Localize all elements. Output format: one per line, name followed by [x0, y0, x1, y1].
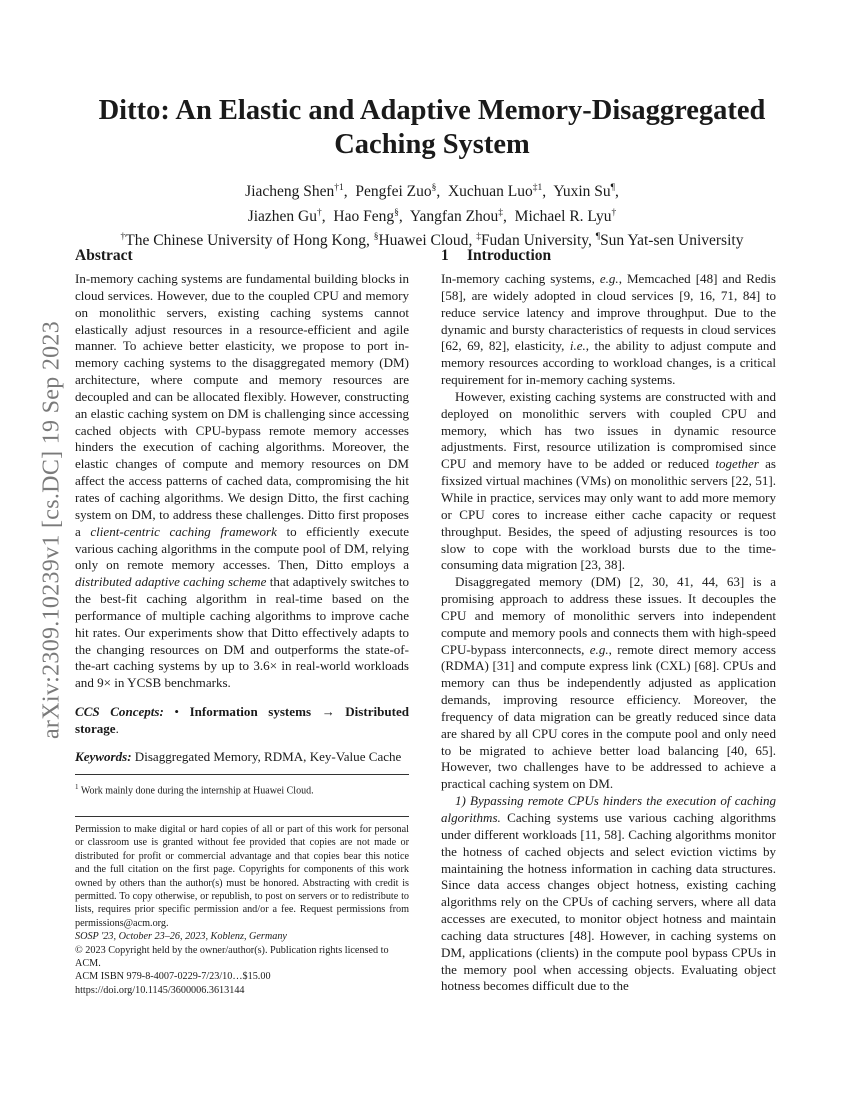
right-column [441, 247, 776, 995]
author-line-2: Jiazhen Gu†, Hao Feng§, Yangfan Zhou‡, Michael R. Lyu† [247, 207, 617, 225]
author-block [74, 178, 790, 252]
ccs-concepts: CCS Concepts: • Information systems → Distributed storage. [75, 704, 410, 736]
abstract-heading: Abstract [75, 247, 133, 264]
author: Pengfei Zuo [355, 183, 432, 201]
author: Yangfan Zhou [409, 207, 499, 225]
keywords: Keywords: Disaggregated Memory, RDMA, Key-Value Cache [75, 748, 402, 764]
copyright: © 2023 Copyright held by the owner/author(s). Publication rights licensed to ACM. [75, 944, 389, 970]
affiliation: Sun Yat-sen University [600, 232, 744, 250]
paper-title: Ditto: An Elastic and Adaptive Memory-Disaggregated Caching System [98, 95, 766, 160]
author: Jiacheng Shen [245, 183, 335, 201]
arxiv-identifier: arXiv:2309.10239v1 [cs.DC] 19 Sep 2023 [38, 320, 65, 740]
author: Hao Feng [333, 207, 395, 225]
abstract-text: In-memory caching systems are fundamental building blocks in cloud services. However, due to the coupled CPU and memory on monolithic servers, existing caching systems cannot elastically adjust resources in a resource-efficient and agile manner. To achieve better elasticity, we propose to port in-memory caching systems to the disaggregated memory (DM) architecture, where compute and memory resources are decoupled and can be allocated flexibly. However, constructing an elastic caching system on DM is challenging since accessing cached objects with CPU-bypass remote memory accesses hinders the execution of caching algorithms. Moreover, the elastic changes of compute and memory resources on DM affect the access patterns of cached data, compromising the hit rates of caching algorithms. We design Ditto, the first caching system on DM, to address these challenges. Ditto first proposes a client-centric caching framework to efficiently execute various caching algorithms in the compute pool of DM, relying only on remote memory accesses. Then, Ditto employs a distributed adaptive caching scheme that adaptively switches to the best-fit caching algorithm in real-time based on the performance of multiple caching algorithms to improve cache hit rates. Our experiments show that Ditto effectively adapts to the changing resources on DM and outperforms the state-of-the-art caching systems by up to 3.6× in real-world workloads and 9× in YCSB benchmarks. [75, 271, 409, 691]
affiliations: †The Chinese University of Hong Kong, §Huawei Cloud, ‡Fudan University, ¶Sun Yat-sen University [120, 232, 744, 250]
author: Jiazhen Gu [247, 207, 317, 225]
isbn: ACM ISBN 979-8-4007-0229-7/23/10…$15.00 [75, 971, 271, 983]
left-column [75, 247, 409, 997]
paragraph: In-memory caching systems, e.g., Memcached [48] and Redis [58], are widely adopted in cloud services [9, 16, 71, 84] to reduce service latency and improve throughput. Due to the dynamic and bursty characteristics of requests in cloud services [62, 69, 82], elasticity, i.e., the ability to adjust compute and memory resources according to workload changes, is a critical requirement for in-memory caching systems. [441, 271, 776, 388]
affiliation: Huawei Cloud [378, 232, 469, 250]
permission-block [75, 823, 409, 997]
paragraph: 1) Bypassing remote CPUs hinders the execution of caching algorithms. Caching systems use various caching algorithms under different workloads [11, 58]. Caching algorithms monitor the hotness of cached objects and select eviction victims by maintaining the hotness information in caching data structures. Since data access changes object hotness, existing caching algorithms rely on the CPUs of caching servers, where all data accesses are executed, to monitor object hotness and maintain caching data structures [48]. However, in caching systems on DM, applications (clients) in the compute pool bypass CPUs in the memory pool when accessing objects. Evaluating object hotness becomes difficult due to the [441, 793, 776, 994]
author: Yuxin Su [553, 183, 611, 201]
paragraph: Disaggregated memory (DM) [2, 30, 41, 44, 63] is a promising approach to address these issues. It decouples the CPU and memory of monolithic servers into independent compute and memory pools and connects them with high-speed CPU-bypass interconnects, e.g., remote direct memory access (RDMA) [31] and compute express link (CXL) [68]. CPUs and memory can thus be independently adjusted as application demands, improving resource efficiency. Moreover, the frequency of data migration can be greatly reduced since data are shared by all CPU cores in the compute pool and only need to be migrated to achieve better load balancing [40, 65]. However, two challenges have to be addressed to achieve a practical caching system on DM. [441, 574, 776, 792]
footnote: $^1$ Work mainly done during the internship at Huawei Cloud. [75, 782, 314, 796]
permission-text: Permission to make digital or hard copies of all or part of this work for personal or classroom use is granted without fee provided that copies are not made or distributed for profit or commercial advantage and that copies bear this notice and the full citation on the first page. Copyrights for components of this work owned by others than the author(s) must be honored. Abstracting with credit is permitted. To copy otherwise, or republish, to post on servers or to redistribute to lists, requires prior specific permission and/or a fee. Request permissions from permissions@acm.org. [75, 823, 409, 929]
affiliation: Fudan University [480, 232, 588, 250]
author-line-1: Jiacheng Shen$^{\dagger 1}$, Pengfei Zuo§, Xuchuan Luo$^{\ddagger 1}$, Yuxin Su¶, [245, 183, 619, 201]
author: Xuchuan Luo [447, 183, 533, 201]
permission-divider [75, 816, 409, 817]
venue: SOSP '23, October 23–26, 2023, Koblenz, Germany [75, 931, 287, 943]
author: Michael R. Lyu [514, 207, 612, 225]
doi-link[interactable]: https://doi.org/10.1145/3600006.3613144 [75, 984, 245, 996]
introduction-heading: 1 Introduction [441, 247, 552, 264]
footnote-divider [75, 774, 409, 775]
affiliation: The Chinese University of Hong Kong [125, 232, 366, 250]
paragraph: However, existing caching systems are constructed with and deployed on monolithic servers with coupled CPU and memory, which has two issues in dynamic resource adjustments. First, resource utilization is compromised since CPU and memory have to be added or reduced together as fixsized virtual machines (VMs) on monolithic servers [22, 51]. While in practice, services may only want to add more memory or CPU cores to increase either cache capacity or request throughput. Besides, the speed of adjusting resources is too slow to cope with the workload bursts due to the time-consuming data migration [23, 38]. [441, 388, 776, 573]
